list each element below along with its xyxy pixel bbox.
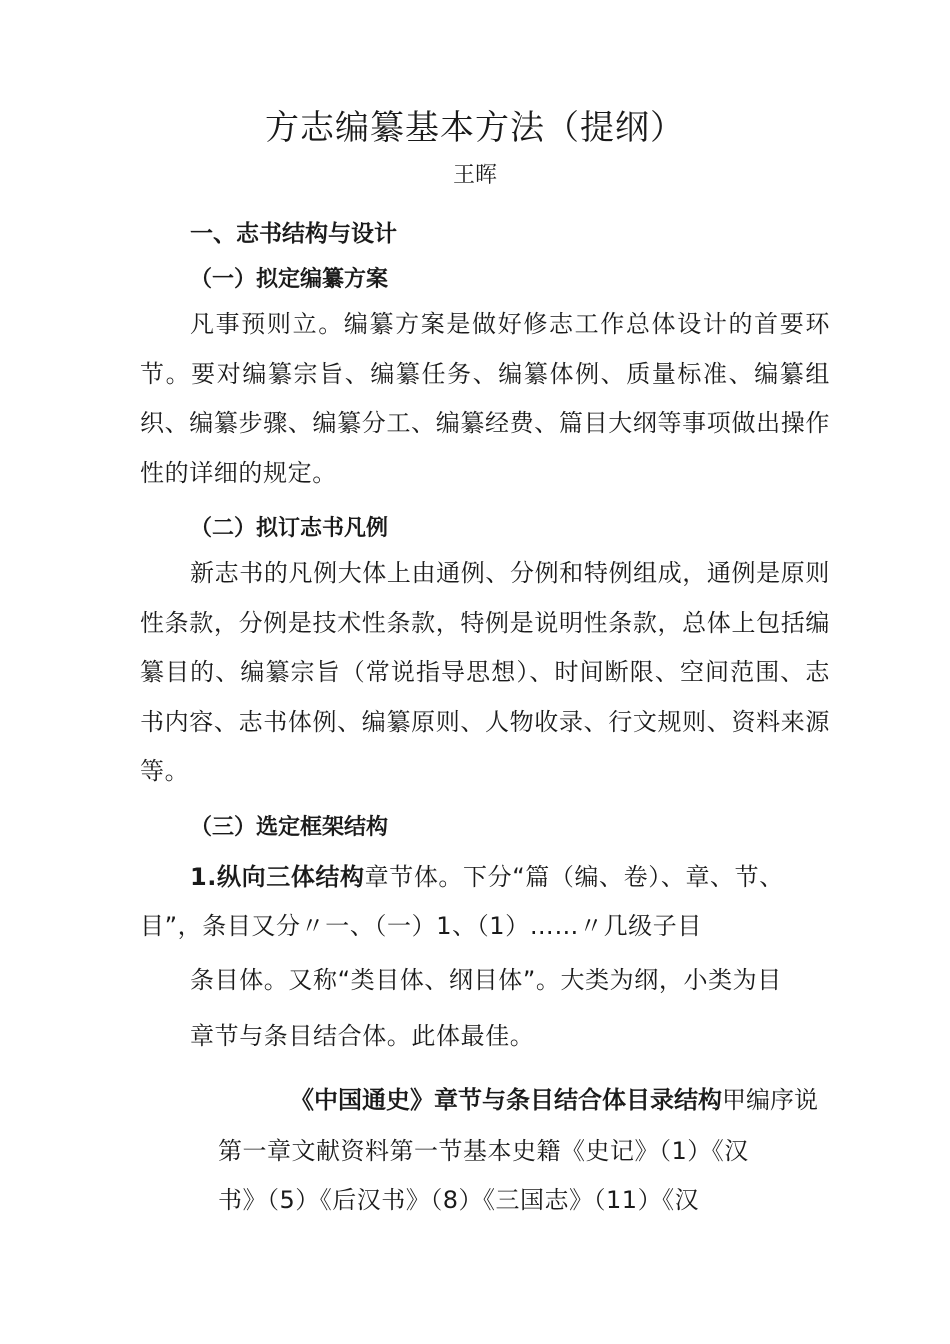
subsection-heading-2: （二）拟订志书凡例 [190, 516, 389, 541]
paragraph-plan: 凡事预则立。编纂方案是做好修志工作总体设计的首要环节。要对编纂宗旨、编纂任务、编纂体例、质量标准、编纂组织、编纂步骤、编纂分工、编纂经费、篇目大纲等事项做出操作性的详细的规定。 [140, 310, 830, 487]
structure-item-1-continued: 目”，条目又分〃一、（一）1、（1）……〃几级子目 [140, 912, 702, 940]
structure-item-1-text: 章节体。下分“篇（编、卷）、章、节、 [364, 863, 784, 891]
toc-example-title-rest: 甲编序说 [722, 1086, 818, 1114]
paragraph-guidelines: 新志书的凡例大体上由通例、分例和特例组成，通例是原则性条款，分例是技术性条款，特例是说明性条款，总体上包括编纂目的、编纂宗旨（常说指导思想）、时间断限、空间范围、志书内容、志书体例、编纂原则、人物收录、行文规则、资料来源等。 [140, 559, 830, 785]
toc-line-2: 书》（5）《后汉书》（8）《三国志》（11）《汉 [218, 1186, 700, 1214]
structure-item-1 [190, 857, 784, 892]
structure-item-3: 章节与条目结合体。此体最佳。 [190, 1022, 535, 1050]
subsection-heading-3: （三）选定框架结构 [190, 815, 389, 840]
document-title: 方志编纂基本方法（提纲） [265, 108, 685, 148]
structure-item-1-label: 1.纵向三体结构 [190, 863, 365, 891]
author-name: 王晖 [452, 163, 497, 188]
toc-example-title [290, 1080, 818, 1115]
toc-example-title-bold: 《中国通史》章节与条目结合体目录结构 [290, 1086, 722, 1114]
section-heading: 一、志书结构与设计 [190, 221, 397, 247]
structure-item-2: 条目体。又称“类目体、纲目体”。大类为纲，小类为目 [190, 966, 782, 994]
subsection-heading-1: （一）拟定编纂方案 [190, 267, 389, 292]
toc-line-1: 第一章文献资料第一节基本史籍《史记》（1）《汉 [218, 1137, 749, 1165]
